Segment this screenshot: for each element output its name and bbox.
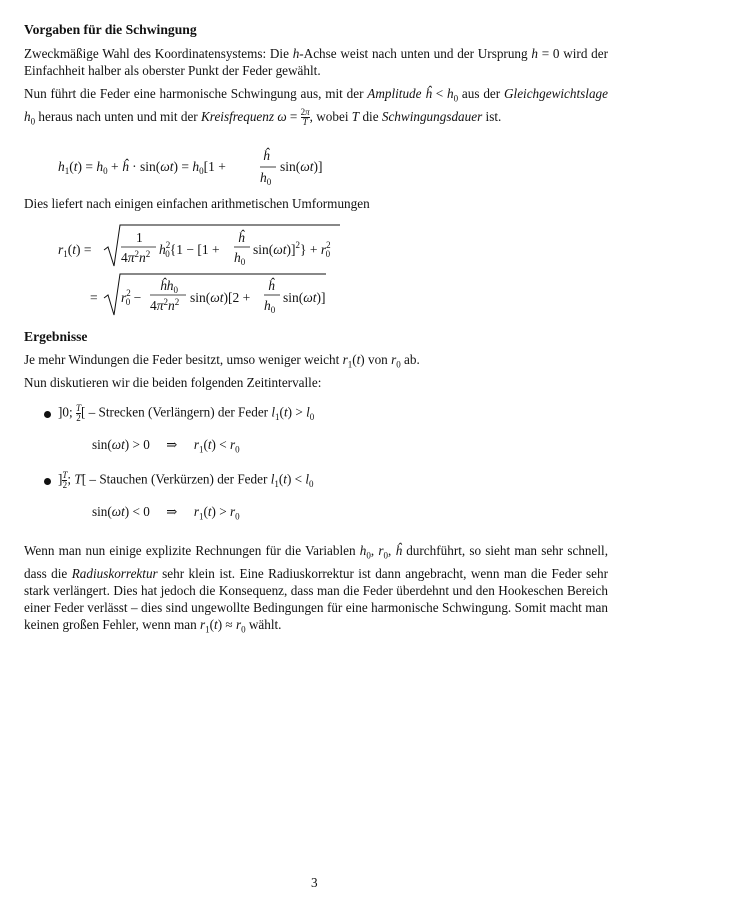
bullet-dot <box>44 411 51 418</box>
svg-text:sin(ωt)]2} + r20: $\sin(\omega t)]^2\} + r^2$ 0 <box>253 240 331 259</box>
svg-text:1: 1 <box>136 230 143 245</box>
svg-text:ĥ: ĥ <box>263 148 270 163</box>
svg-text:h0: $h_0$ <box>264 298 276 315</box>
svg-text:h20{1 − [1 +: $h^2$ 0{1 − [1 + <box>159 240 220 259</box>
svg-text:sin(ωt)]: sin(ωt)] <box>280 159 323 174</box>
bullet-item-stauchen: ] $\frac{T}{2}$ ; T[ – Stauchen (Verkürzen) der Feder $l_1(t) < l_0$ <box>58 470 314 490</box>
paragraph-zeitintervalle: Nun diskutieren wir die beiden folgenden Zeitintervalle: <box>24 375 322 390</box>
page-number: 3 <box>311 875 318 890</box>
bullet-item-strecken: ]0; $\frac{T}{2}$ [ – Strecken (Verlängern) der Feder $l_1(t) > l_0$ <box>58 403 315 423</box>
section-heading-ergebnisse: Ergebnisse <box>24 329 88 344</box>
svg-text:h0: $h_0$ <box>234 250 246 267</box>
svg-text:sin(ωt)]: sin(ωt)] <box>283 290 326 305</box>
paragraph-umformungen: Dies liefert nach einigen einfachen arithmetischen Umformungen <box>24 196 370 211</box>
svg-text:r20 −: $r^2$ 0 − <box>121 288 142 307</box>
svg-text:ĥ: ĥ <box>268 278 275 293</box>
svg-text:r1(t) =: $r_1(t)$ = <box>58 242 92 259</box>
svg-text:4π2n2: $4\pi^2n^2$ <box>150 297 180 313</box>
svg-text:ĥ: ĥ <box>238 230 245 245</box>
svg-text:ĥh0: $ĥh_0$ <box>160 278 178 295</box>
bullet-equation-stauchen: sin(ωt) < 0 ⇒ $r_1(t) > r_0$ <box>92 504 240 522</box>
bullet-dot <box>44 478 51 485</box>
svg-text:=: = <box>90 290 98 305</box>
paragraph-schwingung: Nun führt die Feder eine harmonische Schwingung aus, mit der Amplitude ĥ < $h_0$ aus der Gleichgewichtslage $h_0$ heraus nach unten und mit der Kreisfrequenz ω = $\frac{2\pi}{T}$ , wobei T die Schwingungsdauer ist. <box>24 86 609 128</box>
paragraph-koordinatensystem: Zweckmäßige Wahl des Koordinatensystems: Die h-Achse weist nach unten und der Ursprung h = 0 wird der Einfachheit halber als oberster Punkt der Feder gewählt. <box>24 46 608 78</box>
svg-text:sin(ωt)[2 +: sin(ωt)[2 + <box>190 290 251 305</box>
paragraph-radiuskorrektur: Wenn man nun einige explizite Rechnungen für die Variablen $h_0$, $r_0$, ĥ durchführt, so sieht man sehr schnell, dass die Radiuskorrektur sehr klein ist. Eine Radiuskorrektur ist dann angebracht, wenn man die Feder sehr stark verlängert. Dies hat jedoch die Konsequenz, dass man die Feder überdehnt und den Hookeschen Bereich einer Feder verlässt – dies sind ungewollte Bedingungen für eine harmonische Schwingung. Somit macht man keinen großen Fehler, wenn man $r_1(t) \approx r_0$ wählt. <box>24 543 608 635</box>
svg-text:h1(t) = h0 + ĥ · sin(ωt) = h0[: $h_1(t) = h_0$ + ĥ · $\sin(\omega t) = h_0[1$ + <box>58 159 226 176</box>
section-heading-vorgaben: Vorgaben für die Schwingung <box>24 22 197 37</box>
svg-text:h0: $h_0$ <box>260 170 272 187</box>
bullet-equation-strecken: sin(ωt) > 0 ⇒ $r_1(t) < r_0$ <box>92 437 240 455</box>
equation-r1 <box>0 220 733 320</box>
equation-h1 <box>0 142 733 190</box>
svg-text:4π2n2: $4\pi^2n^2$ <box>121 249 151 265</box>
paragraph-windungen: Je mehr Windungen die Feder besitzt, umso weniger weicht $r_1(t)$ von $r_0$ ab. <box>24 352 420 370</box>
